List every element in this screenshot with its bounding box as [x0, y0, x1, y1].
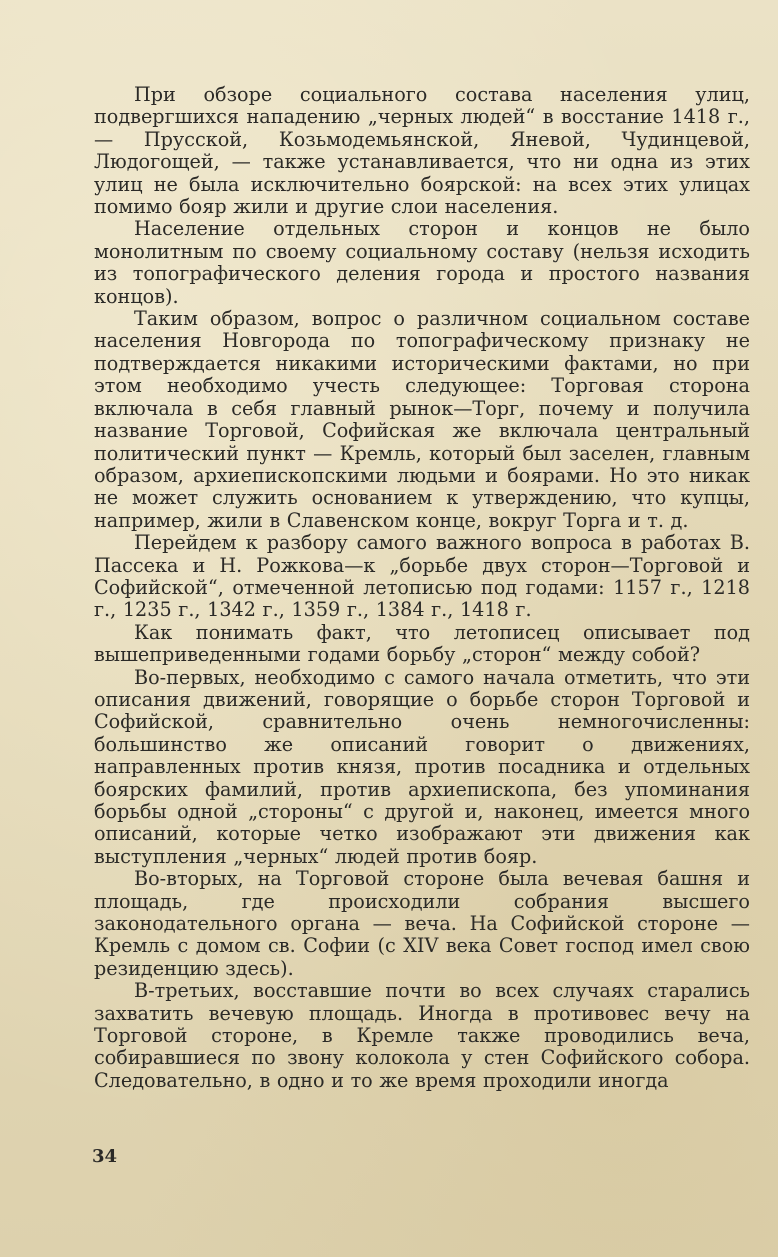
- paragraph-3: Таким образом, вопрос о различном социальном составе населения Новгорода по топографическому признаку не подтверждается никакими историческими фактами, но при этом необходимо учесть следующее: Торговая сторона включала в себя главный рынок—Торг, почему и получила название Торговой, Софийская же включала центральный политический пункт — Кремль, который был заселен, главным образом, архиепископскими людьми и боярами. Но это никак не может служить основанием к утверждению, что купцы, например, жили в Славенском конце, вокруг Торга и т. д.: [94, 307, 750, 532]
- paragraph-1: При обзоре социального состава населения улиц, подвергшихся нападению „черных людей“ в восстание 1418 г.,— Прусской, Козьмодемьянской, Яневой, Чудинцевой, Людогощей, — также устанавливается, что ни одна из этих улиц не была исключительно боярской: на всех этих улицах помимо бояр жили и другие слои населения.: [94, 83, 750, 219]
- page-body-text: [94, 84, 750, 1092]
- paragraph-4: Перейдем к разбору самого важного вопроса в работах В. Пассека и Н. Рожкова—к „борьбе двух сторон—Торговой и Софийской“, отмеченной летописью под годами: 1157 г., 1218 г., 1235 г., 1342 г., 1359 г., 1384 г., 1418 г.: [94, 531, 750, 622]
- paragraph-5: Как понимать факт, что летописец описывает под вышеприведенными годами борьбу „сторон“ между собой?: [94, 620, 750, 667]
- page-number: 34: [92, 1146, 118, 1167]
- paragraph-7: Во-вторых, на Торговой стороне была вечевая башня и площадь, где происходили собрания высшего законодательного органа — веча. На Софийской стороне — Кремль с домом св. Софии (с XIV века Совет господ имел свою резиденцию здесь).: [94, 867, 750, 980]
- paragraph-2: Население отдельных сторон и концов не было монолитным по своему социальному составу (нельзя исходить из топографического деления города и простого названия концов).: [94, 217, 750, 308]
- paragraph-8: В-третьих, восставшие почти во всех случаях старались захватить вечевую площадь. Иногда в противовес вечу на Торговой стороне, в Кремле также проводились веча, собиравшиеся по звону колокола у стен Софийского собора. Следовательно, в одно и то же время проходили иногда: [94, 979, 750, 1092]
- paragraph-6: Во-первых, необходимо с самого начала отметить, что эти описания движений, говорящие о борьбе сторон Торговой и Софийской, сравнительно очень немногочисленны: большинство же описаний говорит о движениях, направленных против князя, против посадника и отдельных боярских фамилий, против архиепископа, без упоминания борьбы одной „стороны“ с другой и, наконец, имеется много описаний, которые четко изображают эти движения как выступления „черных“ людей против бояр.: [94, 665, 750, 868]
